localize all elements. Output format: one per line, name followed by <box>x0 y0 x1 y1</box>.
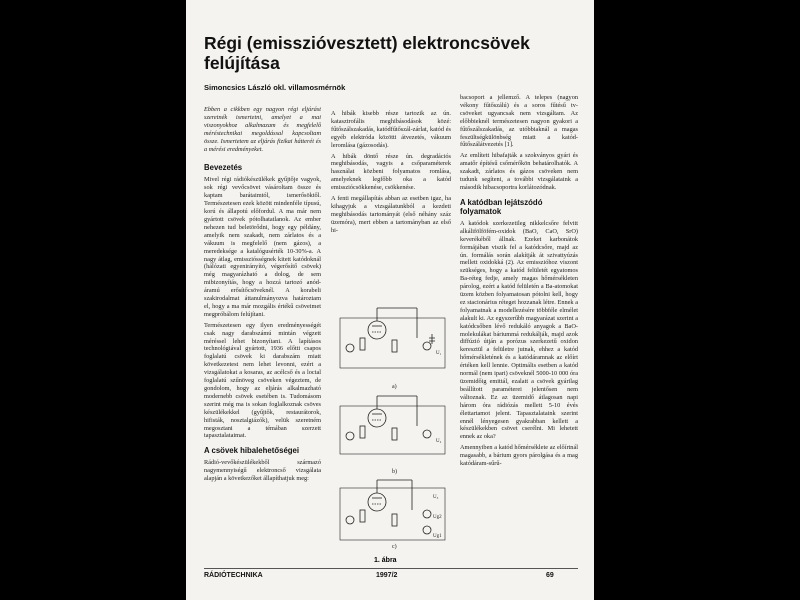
paragraph: A hibák kisebb része tartozik az ún. katasztrofális meghibásodások közé: fűtőszálszakadás, katódfűtőszál-zárlat, katód és egyéb elektróda közötti átvezetés, vákuum leromlása (gázosodás). <box>331 110 451 149</box>
footer-page-number: 69 <box>546 572 554 579</box>
meter-symbol <box>346 432 354 440</box>
heading-tube-faults: A csövek hibalehetőségei <box>204 446 300 456</box>
paragraph: Az említett hibafajták a szokványos gyári és amatőr építésű csőmérőkön behatárolhatók. A szakadt, zárlatos és gázos csöveken nem tudunk segíteni, a további vizsgálataink a második hibacsoportra korlátozódnak. <box>460 152 578 191</box>
circuit-figure <box>332 288 452 550</box>
paragraph: bacsoport a jellemző. A telepes (nagyon vékony fűtőszálú) és a soros fűtésű tv-csöveket ugyancsak nem vizsgáltam. Az előbbieknél természetesen nagyon gyakori a fűtőszálszakadás, az utóbbiaknál a magas feszültségkülönbség miatt a katód-fűtőszálátvezetés [1]. <box>460 94 578 149</box>
meter-symbol <box>346 344 354 352</box>
tube-symbol <box>368 409 386 427</box>
footer-magazine: RÁDIÓTECHNIKA <box>204 572 263 579</box>
paragraph: A fenti megállapítás abban az esetben igaz, ha kihagyjuk a vizsgálatunkból a kezdeti meghibásodás tartományát (első néhány száz üzemóra), mert ebben a tartományban az első hi- <box>331 195 451 234</box>
meter-symbol <box>423 430 431 438</box>
column-2 <box>331 110 451 285</box>
label-u2: U₂ <box>436 439 442 444</box>
label-a: a) <box>392 384 397 390</box>
lead-paragraph: Ebben a cikkben egy nagyon régi eljárást szeretnék ismertetni, amelyet a mai viszonyokhoz alkalmazam és megfelelő méréstechnikai megoldással kapcsoltam össze. Ismertetem az eljárás fizikai hátterét és a mérési eredményeket. <box>204 106 321 153</box>
meter-symbol <box>423 526 431 534</box>
tube-symbol <box>368 493 386 511</box>
column-1 <box>204 106 321 582</box>
paragraph: Természetesen egy ilyen eredményességét csak nagy darabszámú mintán végzett méréssel lehet bizonyítani. A lapításos technológiával gyártott, 1936 előtti csapos foglalatú csövek ki darabszám miatt következetest nem lehet levonni, ezért a vizsgálatokat a kosaras, az acélcső és a loctal foglalatú szűnöveg csöveken végeztem, de gondolom, hogy az eljárás alkalmazható modernebb csövek esetében is. Tudomásom szerint még ma is sokan foglalkoznak csöves készülékekkel (gyűjtők, restaurátorok, hifisták, nosztalgiázók), velük szeretném megosztani a témában szerzett tapasztalataimat. <box>204 321 321 440</box>
article-author: Simoncsics László okl. villamosmérnök <box>204 83 346 92</box>
meter-symbol <box>423 342 431 350</box>
paragraph: A hibák döntő része ún. degradációs meghibásodás, vagyis a csőparaméterek használat közbeni folyamatos romlása, amelyeknek legfőbb oka a katód emissziócsökkenése, csökkenése. <box>331 152 451 192</box>
column-3 <box>460 94 578 570</box>
label-ug2: Ug2 <box>433 515 442 520</box>
footer-rule <box>204 568 578 569</box>
heading-introduction: Bevezetés <box>204 163 243 173</box>
footer-issue: 1997/2 <box>376 572 398 579</box>
tube-symbol <box>368 321 386 339</box>
label-b: b) <box>392 469 397 475</box>
magazine-page <box>186 0 594 600</box>
paragraph: A katódok szerkezetileg nikkelcsőre felvitt alkálifölföfém-oxidok (BaO, CaO, SrO) keverékéből állnak. Ezeket karbonátok formájában viszik fel a katódcsőre, majd az ún. formálás során alakítják át szivattyúzás mellett oxidokká (2). Az emisszióhoz viszont szükséges, hogy a katód felületét egyatomos Ba-réteg fedje, amely magas hőmérsékleten párolog, ezért a katód felületén a Ba-atomokat üzem közben folyamatosan pótolni kell, hogy ez stacionárius réteget hozzanak létre. Ennek a folyamatnak a modellezésére többféle elmélet alakult ki. Az egyszerűbb magyarázat szerint a katódcsőben lévő redukáló anyagok a BaO-molekulákat báriummá redukálják, majd azok diffúzió útján a porózus szerkezetű oxidon keresztül a felületre jutnak, ehhez a katód hőmérsékletének és a katódáramnak az előírt értéken kell lennie. Optimális esetben a katód normál (nem ipari) csöveknél 5000-10 000 óra üzemidőig emittál, ezalatt a csövek gyárilag beállított paraméterei jelentősen nem változnak. Ez az üzemidő átlagosan napi három óra rádiózás mellett 5-10 évés élettartamot jelent. Tapasztalataink szerint ennél lényegesen gyakrabban kellett a készülékekben csövet cserélni. Mi lehetett ennek az oka? <box>460 219 578 441</box>
label-ug1: Ug1 <box>433 534 442 539</box>
heading-cathode-processes: A katódban lejátszódó folyamatok <box>460 197 543 216</box>
label-c: c) <box>392 544 397 550</box>
paragraph: Rádió-vevőkészülékekből származó nagymennyiségű elektroncső vizsgálata alapján a következőket állapíthatjuk meg: <box>204 459 321 483</box>
paragraph: Mivel régi rádiókészülékek gyűjtője vagyok, sok régi vevőcsövet vásároltam össze és kaptam barátaimtól, ismerősöktől. Természetesen ezek között mindenféle típusú, korú és állapotú előfordul. A ma már nem gyártott csövek pótolhatatlanok. Az ember nehezen tud beletörődni, hogy egy példány, amelyik nem szakadt, nem zárlatos és a vákuum is megfelelő (nem gázos), a meredeksége a katalógusérték 10-30%-a. A nagy átlag, emissziósségnek kitett katódoknál (hálózati egyenirányító, végerősítő csövek) még magyarázható a dolog, de sem mibizonyítás, hogy a hozzá tartozó anód-áramú erősítőcsöveknél. A korabeli szakirodalmat áttanulmányozva határoztam el, hogy a ma már mozgális értékű csöveimet megpróbálom felújítani. <box>204 176 321 318</box>
circuit-a <box>340 308 445 368</box>
circuit-c <box>340 480 445 540</box>
circuit-b <box>340 396 445 454</box>
article-title: Régi (emisszióvesztett) elektroncsövek felújítása <box>204 33 530 73</box>
meter-symbol <box>346 516 354 524</box>
label-u3: U₃ <box>433 495 439 500</box>
label-u1: U₁ <box>436 351 442 356</box>
figure-caption: 1. ábra <box>374 557 397 564</box>
paragraph: Amennyiben a katód hőmérséklete az előírtnál magasabb, a bárium gyors párolgása és a mag katódáram-sűrű- <box>460 444 578 468</box>
meter-symbol <box>423 510 431 518</box>
